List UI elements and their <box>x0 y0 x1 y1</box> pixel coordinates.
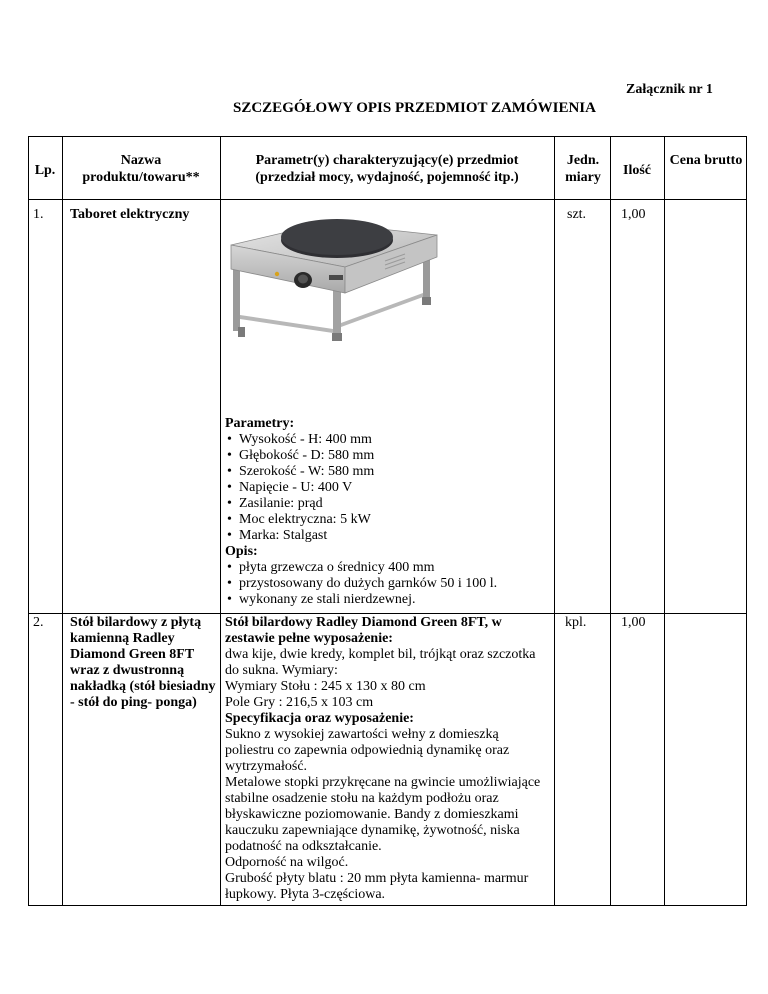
list-item: • wykonany ze stali nierdzewnej. <box>225 592 550 608</box>
row-lp: 2. <box>33 615 44 630</box>
row-name: Stół bilardowy z płytą kamienną Radley Diamond Green 8FT wraz z dwustronną nakładką (stół biesiadny - stół do ping- ponga) <box>70 615 216 710</box>
row-lp: 1. <box>33 207 44 222</box>
spec-text: Sukno z wysokiej zawartości wełny z domieszką poliestru co zapewnia odpowiednią dynamikę oraz wytrzymałość. <box>225 727 510 774</box>
table-title: Stół bilardowy Radley Diamond Green 8FT, w zestawie pełne wyposażenie: <box>225 615 502 646</box>
header-price: Cena brutto <box>669 153 743 168</box>
list-item: • przystosowany do dużych garnków 50 i 100 l. <box>225 576 550 592</box>
list-item: • płyta grzewcza o średnicy 400 mm <box>225 560 550 576</box>
list-item: • Głębokość - D: 580 mm <box>225 448 550 464</box>
desc-heading: Opis: <box>225 544 258 559</box>
list-item: • Szerokość - W: 580 mm <box>225 464 550 480</box>
row-unit: kpl. <box>565 615 587 630</box>
header-unit: Jedn. miary <box>565 153 601 185</box>
row-qty: 1,00 <box>621 207 646 222</box>
header-lp: Lp. <box>34 163 56 178</box>
moisture-text: Odporność na wilgoć. <box>225 855 349 870</box>
product-image-stove <box>225 205 447 347</box>
row-unit: szt. <box>567 207 587 222</box>
desc-list <box>225 560 550 608</box>
params-heading: Parametry: <box>225 416 295 431</box>
header-qty: Ilość <box>623 163 651 178</box>
list-item: • Moc elektryczna: 5 kW <box>225 512 550 528</box>
thickness-text: Grubość płyty blatu : 20 mm płyta kamienna- marmur łupkowy. Płyta 3-częściowa. <box>225 871 529 902</box>
params-list <box>225 432 550 544</box>
header-name: Nazwa produktu/towaru** <box>82 153 200 185</box>
annex-label: Załącznik nr 1 <box>626 82 713 97</box>
dimensions-table: Wymiary Stołu : 245 x 130 x 80 cm <box>225 679 426 694</box>
row-params <box>225 615 550 903</box>
row-qty: 1,00 <box>621 615 646 630</box>
document-title: SZCZEGÓŁOWY OPIS PRZEDMIOT ZAMÓWIENIA <box>233 100 596 116</box>
list-item: • Marka: Stalgast <box>225 528 550 544</box>
equipment-text: dwa kije, dwie kredy, komplet bil, trójkąt oraz szczotka do sukna. Wymiary: <box>225 647 536 678</box>
list-item: • Zasilanie: prąd <box>225 496 550 512</box>
list-item: • Wysokość - H: 400 mm <box>225 432 550 448</box>
header-params: Parametr(y) charakteryzujący(e) przedmiot (przedział mocy, wydajność, pojemność itp.) <box>255 153 519 185</box>
feet-text: Metalowe stopki przykręcane na gwincie umożliwiające stabilne osadzenie stołu na każdym podłożu oraz błyskawiczne poziomowanie. Bandy z domieszkami kauczuku zapewniające dynamikę, żywotność, niska podatność na odkształcanie. <box>225 775 541 854</box>
spec-heading: Specyfikacja oraz wyposażenie: <box>225 711 414 726</box>
row-name: Taboret elektryczny <box>70 207 190 222</box>
dimensions-field: Pole Gry : 216,5 x 103 cm <box>225 695 374 710</box>
row-params <box>225 416 550 608</box>
list-item: • Napięcie - U: 400 V <box>225 480 550 496</box>
